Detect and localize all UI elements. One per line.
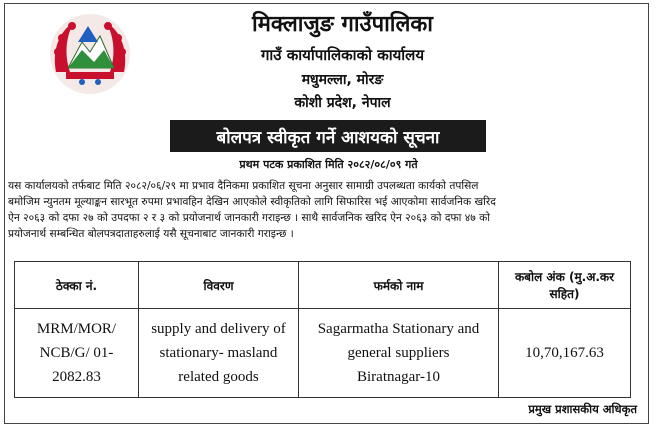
notice-title-banner	[170, 120, 486, 152]
body-line: यस कार्यालयको तर्फबाट मिति २०८२/०६/२९ मा प्रभाव दैनिकमा प्रकाशित सूचना अनुसार सामाग्री उपलब्धता कार्यको तपसिल	[8, 180, 479, 192]
header-firm-name: फर्मको नाम	[299, 262, 499, 309]
body-line: बमोजिम न्युनतम मूल्याङ्कन सारभूत रुपमा प्रभावहिन देखिन आएकोले स्वीकृतिको लागि सिफारिस भई आएकोमा सार्वजनिक खरिद	[8, 196, 496, 208]
table-row	[15, 309, 631, 398]
header-bid-amount: कबोल अंक (मु.अ.कर सहित)	[499, 262, 631, 309]
header-description: विवरण	[139, 262, 299, 309]
body-line: ऐन २०६३ को दफा २७ को उपदफा २ र ३ को प्रयोजनार्थ जानकारी गराइन्छ । साथै सार्वजनिक खरिद ऐन २०६३ को दफा ४७ को	[8, 212, 490, 224]
body-line: प्रयोजनार्थ सम्बन्धित बोलपत्रदाताहरुलाई यसै सूचनाबाट जानकारी गराइन्छ ।	[8, 228, 294, 240]
cell-firm-name: Sagarmatha Stationary and general suppliers Biratnagar-10	[299, 309, 499, 398]
address-line-2: कोशी प्रदेश, नेपाल	[294, 95, 391, 111]
cell-bid-amount: 10,70,167.63	[499, 309, 631, 398]
signatory-title: प्रमुख प्रशासकीय अधिकृत	[528, 402, 637, 416]
award-table	[14, 261, 631, 398]
notice-body	[8, 178, 640, 242]
cell-contract-no: MRM/MOR/ NCB/G/ 01-2082.83	[15, 309, 139, 398]
header-contract-no: ठेक्का नं.	[15, 262, 139, 309]
office-name: गाउँ कार्यापालिकाको कार्यालय	[260, 46, 425, 64]
address-line-1: मधुमल्ला, मोरङ	[301, 72, 384, 88]
notice-title: बोलपत्र स्वीकृत गर्ने आशयको सूचना	[216, 127, 440, 148]
table-header-row	[15, 262, 631, 309]
publish-date: प्रथम पटक प्रकाशित मिति २०८२/०८/०९ गते	[239, 158, 418, 171]
organization-name: मिक्लाजुङ गाउँपालिका	[252, 12, 433, 37]
cell-description: supply and delivery of stationary- masland related goods	[139, 309, 299, 398]
